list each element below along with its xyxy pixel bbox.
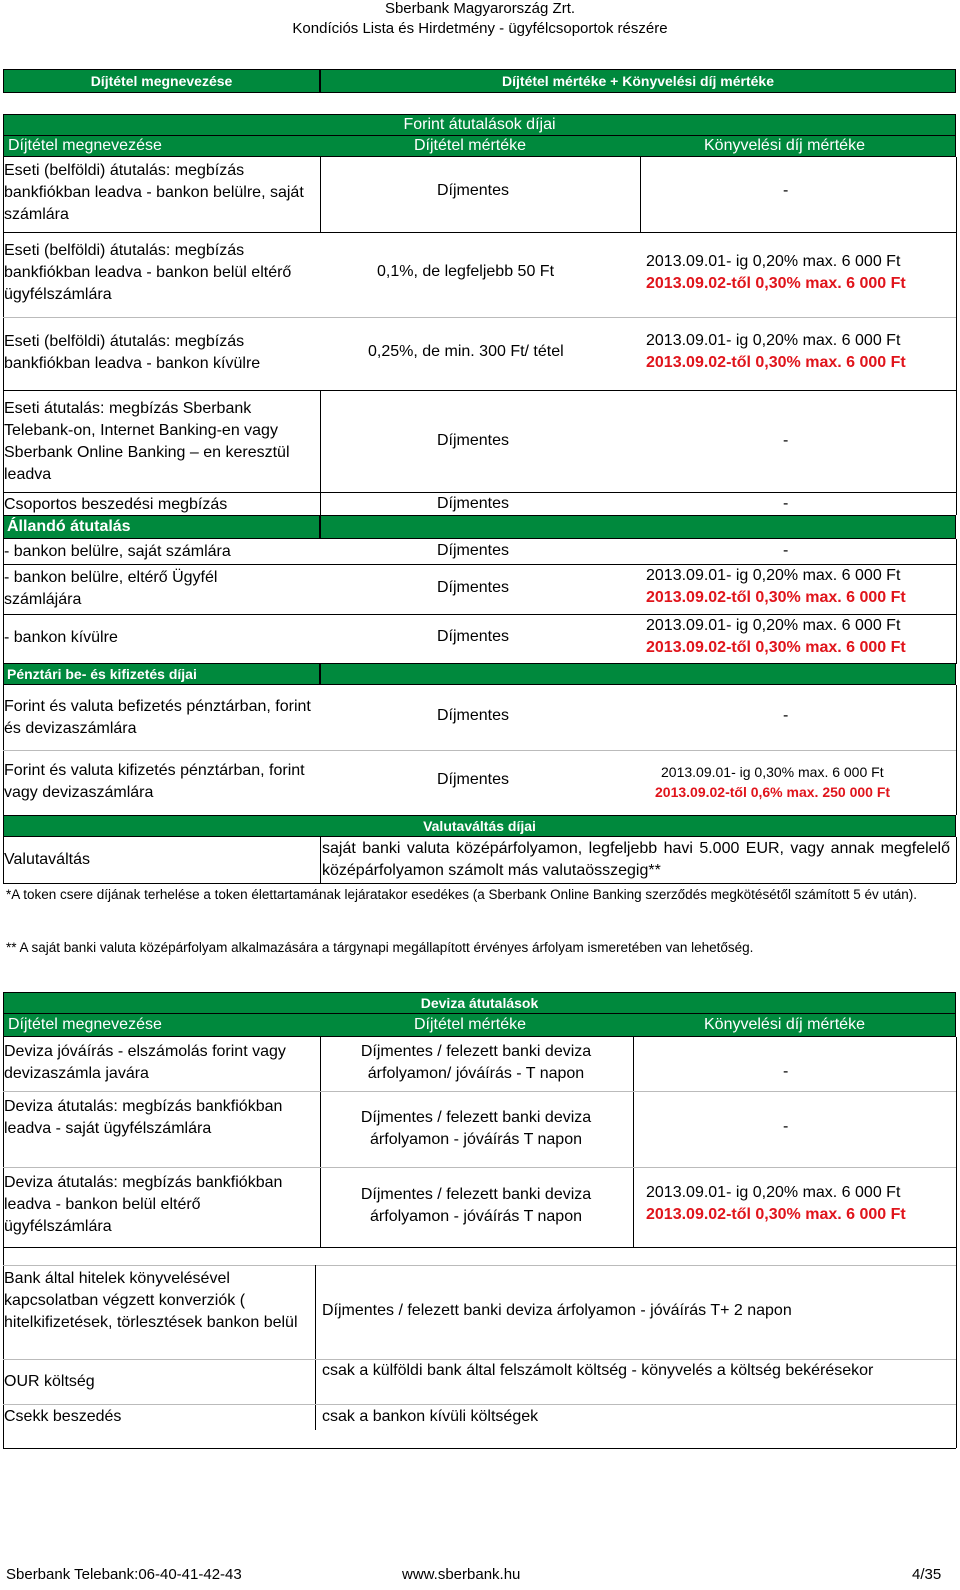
divider — [320, 157, 321, 232]
footer-telebank: Sberbank Telebank:06-40-41-42-43 — [6, 1566, 242, 1583]
divider — [3, 614, 956, 615]
forint-row4-fee: - — [783, 432, 789, 449]
allando-label: Állandó átutalás — [7, 518, 131, 535]
divider — [3, 883, 956, 884]
allando-bar-fill — [320, 515, 956, 539]
deviza-row2-rate: Díjmentes / felezett banki deviza árfolyamon - jóváírás T napon — [360, 1109, 592, 1148]
deviza-row2-fee: - — [783, 1118, 789, 1135]
divider — [3, 492, 956, 493]
border-right — [956, 837, 957, 883]
forint-row4-name: Eseti átutalás: megbízás Sberbank Telebank-on, Internet Banking-en vagy Sberbank Online Banking – en keresztül leadva — [4, 400, 290, 483]
other-row2-name: OUR költség — [4, 1373, 95, 1390]
deviza-row1-fee: - — [783, 1063, 789, 1080]
divider — [3, 1265, 956, 1266]
divider — [3, 750, 956, 751]
forint-row5-name: Csoportos beszedési megbízás — [4, 496, 228, 513]
forint-row7-fee1: 2013.09.01- ig 0,20% max. 6 000 Ft — [646, 567, 901, 584]
forint-row7-rate: Díjmentes — [437, 579, 510, 596]
border-right — [956, 685, 957, 815]
other-row3-val: csak a bankon kívüli költségek — [322, 1408, 539, 1425]
forint-row3-rate: 0,25%, de min. 300 Ft/ tétel — [368, 343, 564, 360]
deviza-row3-name: Deviza átutalás: megbízás bankfiókban leadva - bankon belül eltérő ügyfélszámlára — [4, 1174, 283, 1235]
note-token: *A token csere díjának terhelése a token élettartamának lejáratakor esedékes (a Sberbank Online Banking szerződés megkötésétől számított 5 év után). — [6, 887, 918, 902]
forint-row6-rate: Díjmentes — [437, 542, 510, 559]
deviza-row1-name: Deviza jóváírás - elszámolás forint vagy devizaszámla javára — [4, 1043, 286, 1082]
penztar-row1-rate: Díjmentes — [437, 707, 510, 724]
divider — [3, 1404, 956, 1405]
col-header-rate: Díjtétel mértéke — [414, 137, 527, 154]
border-right — [956, 539, 957, 664]
forint-column-header — [3, 135, 956, 157]
forint-row8-fee2: 2013.09.02-től 0,30% max. 6 000 Ft — [646, 639, 906, 656]
penztar-bar-fill — [320, 663, 956, 685]
deviza-title: Deviza átutalások — [3, 992, 956, 1014]
forint-row5-rate: Díjmentes — [437, 495, 510, 512]
border-right — [956, 1037, 957, 1448]
bank-name: Sberbank Magyarország Zrt. — [384, 0, 576, 17]
deviza-row3-fee1: 2013.09.01- ig 0,20% max. 6 000 Ft — [646, 1184, 901, 1201]
forint-row4-rate: Díjmentes — [437, 432, 510, 449]
divider — [3, 564, 956, 565]
col-header-fee: Könyvelési díj mértéke — [704, 137, 865, 154]
divider — [3, 232, 956, 233]
divider — [3, 317, 956, 318]
note-middle-rate: ** A saját banki valuta középárfolyam alkalmazására a tárgynapi megállapított érvényes árfolyam ismeretében van lehetőség. — [6, 940, 754, 955]
divider — [320, 837, 321, 883]
penztar-row1-fee: - — [783, 707, 789, 724]
forint-row8-rate: Díjmentes — [437, 628, 510, 645]
divider — [3, 390, 956, 391]
col-header-fee: Könyvelési díj mértéke — [704, 1016, 865, 1033]
footer-website[interactable]: www.sberbank.hu — [402, 1566, 521, 1583]
col-header-rate: Díjtétel mértéke — [414, 1016, 527, 1033]
deviza-row3-fee2: 2013.09.02-től 0,30% max. 6 000 Ft — [646, 1206, 906, 1223]
divider — [320, 1037, 321, 1247]
divider — [3, 1091, 956, 1092]
divider — [3, 1448, 956, 1449]
forint-row8-fee1: 2013.09.01- ig 0,20% max. 6 000 Ft — [646, 617, 901, 634]
penztar-row2-rate: Díjmentes — [437, 771, 510, 788]
forint-row6-name: - bankon belülre, saját számlára — [4, 543, 231, 560]
other-row3-name: Csekk beszedés — [4, 1408, 122, 1425]
divider — [3, 1167, 956, 1168]
top-header-col1: Díjtétel megnevezése — [3, 69, 320, 93]
forint-row3-fee1: 2013.09.01- ig 0,20% max. 6 000 Ft — [646, 332, 901, 349]
valuta-title: Valutaváltás díjai — [3, 815, 956, 837]
forint-row3-name: Eseti (belföldi) átutalás: megbízás bankfiókban leadva - bankon kívülre — [4, 333, 261, 372]
forint-row7-fee2: 2013.09.02-től 0,30% max. 6 000 Ft — [646, 589, 906, 606]
divider — [633, 1037, 634, 1247]
deviza-row3-rate: Díjmentes / felezett banki deviza árfolyamon - jóváírás T napon — [360, 1186, 592, 1225]
other-row1-val: Díjmentes / felezett banki deviza árfolyamon - jóváírás T+ 2 napon — [322, 1302, 792, 1319]
forint-row1-rate: Díjmentes — [437, 182, 510, 199]
other-row1-name: Bank által hitelek könyvelésével kapcsolatban végzett konverziók ( hitelkifizetések, törlesztések bankon belül — [4, 1270, 298, 1331]
penztar-row2-name: Forint és valuta kifizetés pénztárban, forint vagy devizaszámlára — [4, 762, 305, 801]
valuta-name: Valutaváltás — [4, 851, 90, 868]
forint-section-title: Forint átutalások díjai — [3, 114, 956, 136]
forint-row6-fee: - — [783, 542, 789, 559]
penztar-row2-fee2: 2013.09.02-től 0,6% max. 250 000 Ft — [655, 784, 891, 800]
forint-row2-name: Eseti (belföldi) átutalás: megbízás bankfiókban leadva - bankon belül eltérő ügyfélszámlára — [4, 242, 292, 303]
penztar-title: Pénztári be- és kifizetés díjai — [7, 666, 197, 682]
deviza-column-header — [3, 1013, 956, 1037]
deviza-row2-name: Deviza átutalás: megbízás bankfiókban leadva - saját ügyfélszámlára — [4, 1098, 283, 1137]
penztar-row1-name: Forint és valuta befizetés pénztárban, forint és devizaszámlára — [4, 698, 311, 737]
document-title: Kondíciós Lista és Hirdetmény - ügyfélcsoportok részére — [292, 20, 668, 37]
footer-page-number: 4/35 — [912, 1566, 942, 1583]
penztar-row2-fee1: 2013.09.01- ig 0,30% max. 6 000 Ft — [661, 764, 884, 780]
penztar-bar — [3, 663, 320, 685]
divider — [315, 1265, 316, 1430]
other-row2-val: csak a külföldi bank által felszámolt költség - könyvelés a költség bekérésekor — [322, 1362, 874, 1379]
forint-row8-name: - bankon kívülre — [4, 629, 118, 646]
forint-row2-fee1: 2013.09.01- ig 0,20% max. 6 000 Ft — [646, 253, 901, 270]
forint-row3-fee2: 2013.09.02-től 0,30% max. 6 000 Ft — [646, 354, 906, 371]
valuta-desc: saját banki valuta középárfolyamon, legfeljebb havi 5.000 EUR, vagy annak megfelelő középárfolyamon számolt más valutaösszegig** — [322, 840, 950, 879]
top-header-col2: Díjtétel mértéke + Könyvelési díj mértéke — [320, 69, 956, 93]
divider — [320, 390, 321, 515]
allando-bar — [3, 515, 320, 539]
col-header-name: Díjtétel megnevezése — [8, 1016, 162, 1033]
col-header-name: Díjtétel megnevezése — [8, 137, 162, 154]
forint-row1-name: Eseti (belföldi) átutalás: megbízás bankfiókban leadva - bankon belülre, saját számlára — [4, 162, 304, 223]
forint-row2-fee2: 2013.09.02-től 0,30% max. 6 000 Ft — [646, 275, 906, 292]
forint-row2-rate: 0,1%, de legfeljebb 50 Ft — [377, 263, 555, 280]
divider — [640, 157, 641, 232]
forint-row1-fee: - — [783, 182, 789, 199]
forint-row5-fee: - — [783, 495, 789, 512]
deviza-row1-rate: Díjmentes / felezett banki deviza árfolyamon/ jóváírás - T napon — [360, 1043, 592, 1082]
forint-row7-name: - bankon belülre, eltérő Ügyfél számlájára — [4, 569, 218, 608]
border-right — [956, 157, 957, 515]
divider — [3, 1247, 956, 1248]
